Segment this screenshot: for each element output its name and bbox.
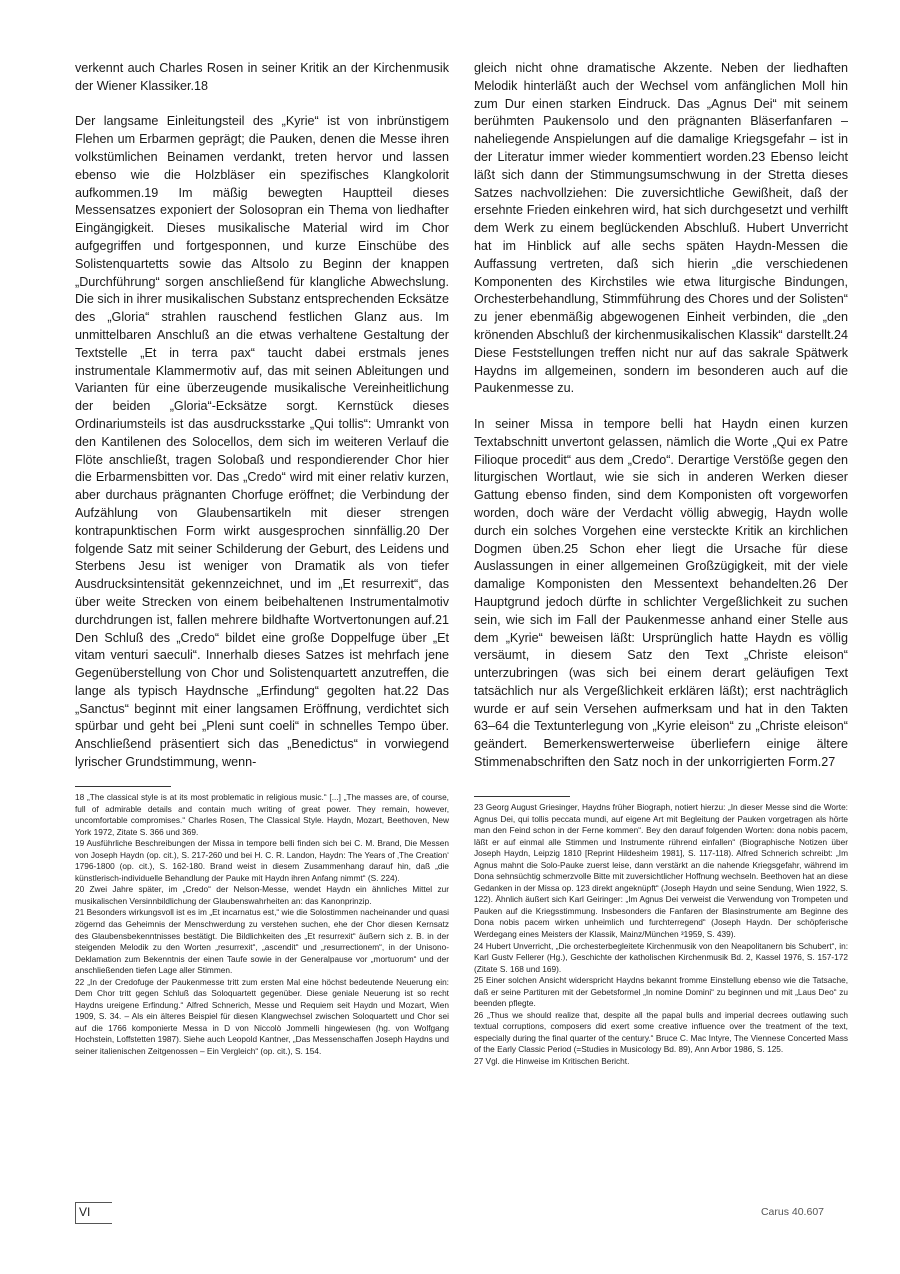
catalog-number: Carus 40.607: [760, 1206, 824, 1218]
paragraph: In seiner Missa in tempore belli hat Haydn einen kurzen Textabschnitt unvertont gelassen, nämlich die Worte „Qui ex Patre Filioque procedit“ aus dem „Credo“. Derartige Verstöße gegen den liturgischen Wortlaut, wie sie sich in anderen Werken dieser Gattung ebenso finden, sind dem Komponisten oft vorgeworfen worden, doch wäre der Verdacht völlig abwegig, Haydn wolle durch ein solches Vorgehen eine versteckte Kritik an kirchlichen Dogmen üben.25 Schon eher liegt die Ursache für diese Auslassungen in einer allgemeinen Großzügigkeit, mit der viele damalige Komponisten den Messentext behandelten.26 Der Hauptgrund jedoch dürfte in schlichter Vergeßlichkeit zu suchen sein, wie sich im Fall der Paukenmesse anhand einer Stelle aus dem „Kyrie“ beweisen läßt: Ursprünglich hatte Haydn es völlig versäumt, in diesem Satz den Text „Christe eleison“ unterzubringen (was sich bei einem derart geläufigen Text tatsächlich nur als Vergeßlichkeit erklären läßt); erst nachträglich wurde er auf sein Versehen aufmerksam und hat in den Takten 63–64 die Textunterlegung von „Kyrie eleison“ zu „Christe eleison“ geändert. Bemerkenswerterweise überliefern einige ältere Stimmenabschriften den Satz noch in der unkorrigierten Form.27: [474, 416, 848, 770]
main-text-left-column: [75, 60, 449, 772]
paragraph: gleich nicht ohne dramatische Akzente. Neben der liedhaften Melodik hinterläßt auch der Wechsel vom anfänglichen Moll hin zum Dur einen starken Eindruck. Das „Agnus Dei“ mit seinem berühmten Paukensolo und den prägnanten Bläserfanfaren – naheliegende Anspielungen auf die damalige Kriegsgefahr – ist in der Literatur immer wieder kommentiert worden.23 Ebenso leicht läßt sich dann der Stimmungsumschwung in der Stretta dieses Satzes nachvollziehen: Die zuversichtliche Gewißheit, daß der ersehnte Frieden einkehren wird, hat sich durchgesetzt und verhilft dem Werk zu einem beglückenden Abschluß. Hubert Unverricht hat im Hinblick auf alle sechs späten Haydn-Messen die Auffassung vertreten, daß sich hierin „die verschiedenen Komponenten des Kirchstiles wie etwa liturgische Bindungen, Orchesterbehandlung, Stimmführung des Chores und der Solisten“ zu jener ebenmäßig abgewogenen Einheit verbinden, die „den krönenden Abschluß der kirchenmusikalischen Klassik“ darstellt.24 Diese Feststellungen treffen nicht nur auf das sakrale Spätwerk Haydns im allgemeinen, sondern im besonderen auch auf die Paukenmesse zu.: [474, 61, 848, 396]
footnotes-right: [474, 796, 848, 1068]
footnote: 24 Hubert Unverricht, „Die orchesterbegleitete Kirchenmusik von den Neapolitanern bis Schubert“, in: Karl Gustv Fellerer (Hg.), Geschichte der katholischen Kirchenmusik Bd. 2, Kassel 1976, S. 157-172 (Zitate S. 168 und 169).: [474, 940, 848, 974]
footnote: 21 Besonders wirkungsvoll ist es im „Et incarnatus est,“ wie die Solostimmen nacheinander und quasi zögernd das Geheimnis der Menschwerdung zu verstehen suchen, ehe der Chor diesen Kernsatz des Glaubensbekenntnisses bestätigt. Die Bildlichkeiten des „Et resurrexit“ äußern sich z. B. in der steigenden Melodik zu den Worten „resurrexit“, „ascendit“ und „resurrectionem“, in der Unisono-Deklamation zum Bekenntnis der einen Taufe sowie in der Generalpause vor „mortuorum“ und der anschließenden tiefen Lage aller Stimmen.: [75, 907, 449, 976]
footnote: 23 Georg August Griesinger, Haydns früher Biograph, notiert hierzu: „In dieser Messe sind die Worte: Agnus Dei, qui tollis peccata mundi, auf eigene Art mit Begleitung der Pauken vorgetragen als hörte man den Feind schon in der Ferne kommen“. Bey den darauf folgenden Worten: dona nobis pacem, läßt er auf einmal alle Stimmen und Instrumente rührend einfallen“ (Biographische Notizen über Joseph Haydn, Leipzig 1810 [Reprint Hildesheim 1981], S. 117-118). Alfred Schnerich schreibt: „Im Agnus mahnt die Solo-Pauke zuerst leise, dann verstärkt an die nahende Kriegsgefahr, während im Dona sehnsüchtig schmerzvolle Bitte mit zuversichtlicher Hoffnung wechseln. Beethoven hat an diese Gedanken in der Missa op. 123 direkt angeknüpft“ (Joseph Haydn und seine Sendung, Wien 1922, S. 122). Ähnlich äußert sich Karl Geiringer: „Im Agnus Dei verweist die Verwendung von Trompeten und Pauken auf die Kriegsstimmung. Insbesonders die Fanfaren der Blasinstrumente am Beginne des Dona nobis pacem wirken unheimlich und furchterregend“ (Joseph Haydn. Der schöpferische Werdegang eines Meisters der Klassik, Mainz/München ³1959, S. 439).: [474, 802, 848, 940]
paragraph: Der langsame Einleitungsteil des „Kyrie“ ist von inbrünstigem Flehen um Erbarmen geprägt; die Pauken, denen die Messe ihren volkstümlichen Beinamen verdankt, treten hervor und lassen ebenso wie die Holzbläser ein spezifisches Klangkolorit aufkommen.19 Im mäßig bewegten Hauptteil dieses Messensatzes exponiert der Solosopran ein Thema von liedhafter Eingängigkeit. Dieses musikalische Material wird im Chor aufgegriffen und fortgesponnen, und kurze Einschübe des Solistenquartetts sowie das Altsolo zu Beginn der knappen „Durchführung“ sorgen anschließend für klangliche Abwechslung. Die sich in ihrer musikalischen Substanz entsprechenden Ecksätze des „Gloria“ strahlen rauschend festlichen Glanz aus. Im unmittelbaren Anschluß an die etwas verhaltene Gestaltung der Textstelle „Et in terra pax“ taucht dabei erstmals jenes instrumentale Klammermotiv auf, das mit seinen Ableitungen und Varianten für eine überzeugende musikalische Vereinheitlichung der beiden „Gloria“-Ecksätze sorgt. Kernstück dieses Ordinariumsteils ist das ausdrucksstarke „Qui tollis“: Umrankt von den Kantilenen des Solocellos, dem sich im weiteren Verlauf die Flöte anschließt, tragen Solobaß und respondierender Chor hier die Erbarmensbitten vor. Das „Credo“ wird mit einer relativ kurzen, aber durchaus prägnanten Chorfuge eröffnet; die Verbindung der Aufzählung von Glaubensartikeln mit dieser strengen kontrapunktischen Form wirkt ausgesprochen sinnfällig.20 Der folgende Satz mit seiner Schilderung der Geburt, des Leidens und Sterbens Jesu ist weniger von Dramatik als von tiefer Ausdrucksintensität gekennzeichnet, und im „Et resurrexit“, das über weite Strecken von einem beibehaltenen Instrumentalmotiv durchdrungen ist, fallen mehrere bildhafte Wortvertonungen auf.21 Den Schluß des „Credo“ bildet eine große Doppelfuge über „Et vitam venturi saeculi“. Innerhalb dieses Satzes ist mehrfach jene Gegenüberstellung von Chor und Solistenquartett anzutreffen, die lange als typisch Haydnsche „Erfindung“ gegolten hat.22 Das „Sanctus“ beginnt mit einer langsamen Eröffnung, verdichtet sich spürbar und geht bei „Pleni sunt coeli“ in schnelles Tempo über. Anschließend präsentiert sich das „Benedictus“ in vorwiegend lyrischer Grundstimmung, wenn-: [75, 114, 449, 770]
main-text-right-column: [474, 60, 848, 772]
footnote: 25 Einer solchen Ansicht widerspricht Haydns bekannt fromme Einstellung ebenso wie die Tatsache, daß er seine Partituren mit der Gebetsformel „In nomine Domini“ zu beginnen und mit „Laus Deo“ zu beenden pflegte.: [474, 975, 848, 1009]
footnote-divider: [474, 796, 570, 797]
footnote: 27 Vgl. die Hinweise im Kritischen Bericht.: [474, 1056, 630, 1067]
footnote: 18 „The classical style is at its most problematic in religious music.“ [...] „The masses are, of course, full of admirable details and contain much writing of great power. They remain, however, uncomfortable compromises.“ Charles Rosen, The Classical Style. Haydn, Mozart, Beethoven, New York 1972, Zitate S. 366 und 369.: [75, 792, 449, 837]
paragraph: verkennt auch Charles Rosen in seiner Kritik an der Kirchenmusik der Wiener Klassiker.18: [75, 61, 449, 93]
page-number: VI: [79, 1205, 91, 1219]
footnote: 26 „Thus we should realize that, despite all the papal bulls and imperial decrees outlawing such textual corruptions, composers did exert some creative influence over the treatment of the text, especially during the final quarter of the century.“ Bruce C. Mac Intyre, The Viennese Concerted Mass of the Early Classic Period (=Studies in Musicology Bd. 89), Ann Arbor 1986, S. 125.: [474, 1009, 848, 1055]
footnote-divider: [75, 786, 171, 787]
footnote: 20 Zwei Jahre später, im „Credo“ der Nelson-Messe, wendet Haydn ein ähnliches Mittel zur musikalischen Versinnbildlichung der Glaubenswahrheiten an: das Kanonprinzip.: [75, 884, 449, 906]
footnotes-left: [75, 786, 449, 1058]
footnote: 19 Ausführliche Beschreibungen der Missa in tempore belli finden sich bei C. M. Brand, Die Messen von Joseph Haydn (op. cit.), S. 217-260 und bei H. C. R. Landon, Haydn: The Years of ‚The Creation‘ 1796-1800 (op. cit.), S. 162-180. Brand weist in diesem Zusammenhang darauf hin, daß „die künstlerisch-individuelle Behandlung der Pauke mit Haydn ihren Anfang nimmt“ (S. 224).: [75, 838, 449, 883]
footnote: 22 „In der Credofuge der Paukenmesse tritt zum ersten Mal eine höchst bedeutende Neuerung ein: Dem Chor tritt gegen Schluß das Soloquartett gegenüber. Diese geniale Neuerung ist so recht Haydns ureigene Erfindung.“ Alfred Schnerich, Messe und Requiem seit Haydn und Mozart, Wien 1909, S. 34. – Als ein älteres Beispiel für diesen Klangwechsel zwischen Soloquartett und Chor sei auf die 1766 komponierte Messa in D von Niccolò Jommelli hingewiesen (hg. von Wolfgang Hochstein, Loffstetten 1987). Siehe auch Leopold Kantner, „Das Messenschaffen Joseph Haydns und seiner italienischen Zeitgenossen – Ein Vergleich“ (op. cit.), S. 154.: [75, 976, 449, 1057]
